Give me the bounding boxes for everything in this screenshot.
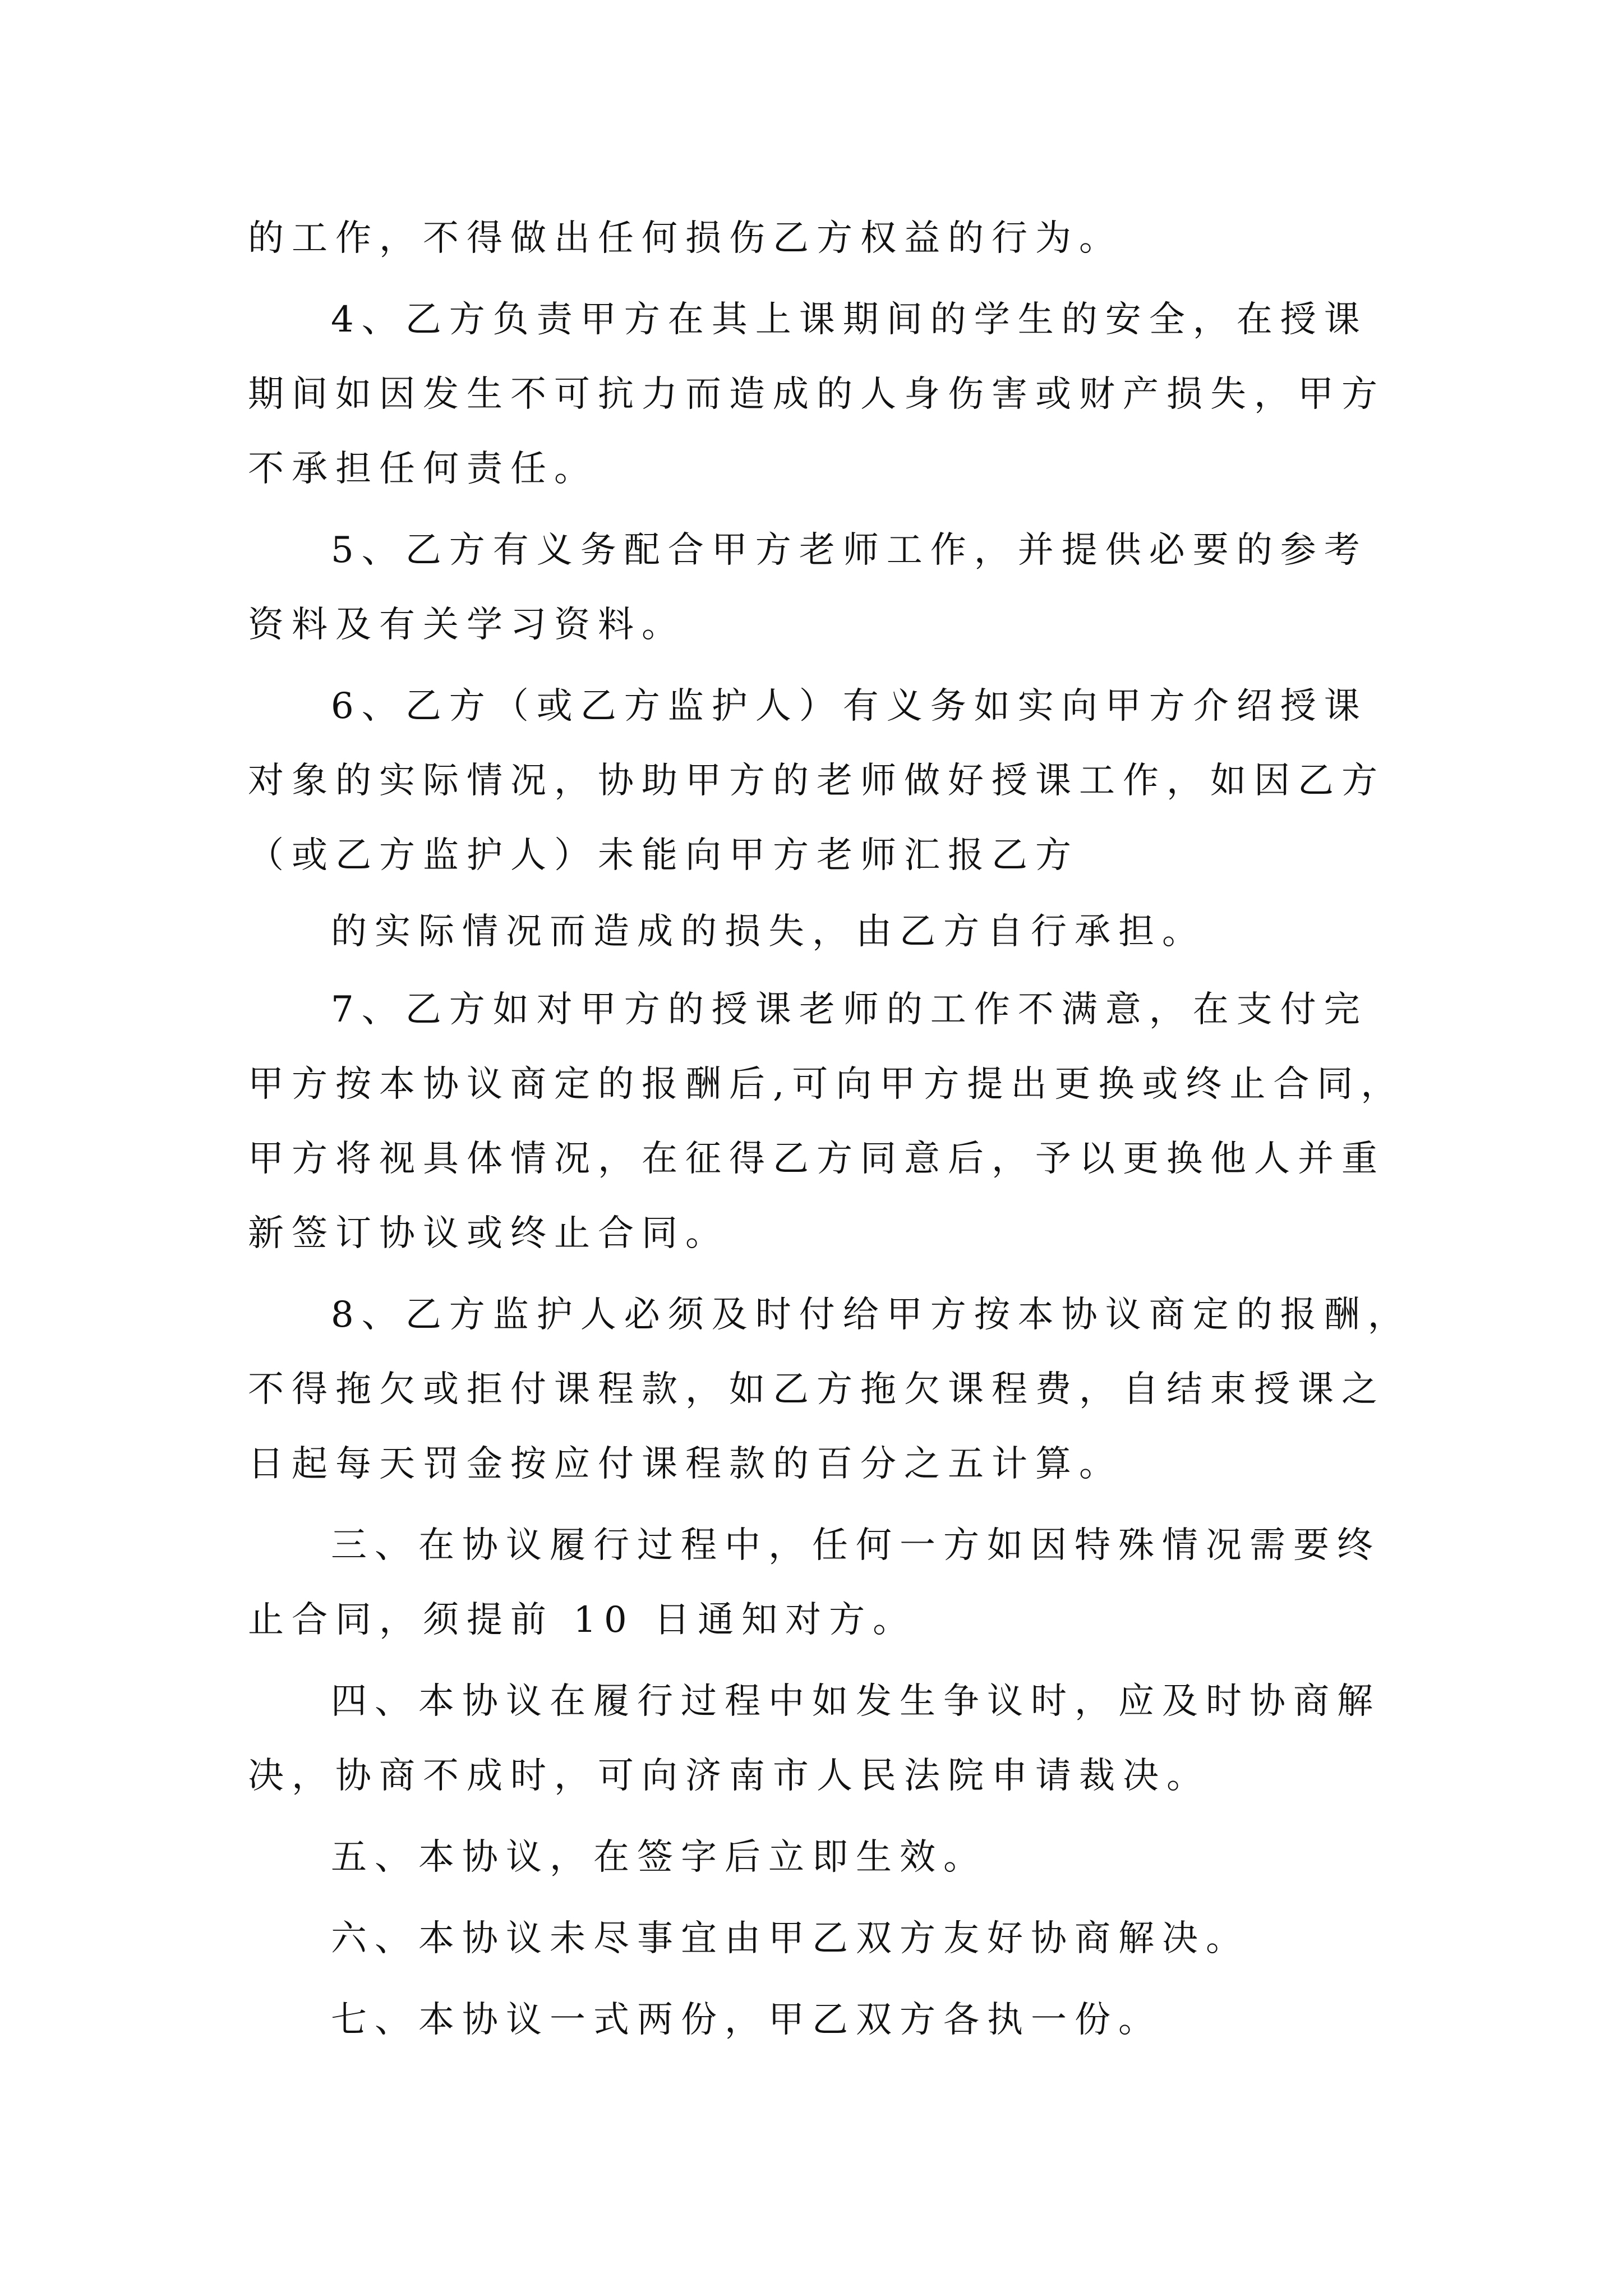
text-line: 期间如因发生不可抗力而造成的人身伤害或财产损失，甲方 — [248, 374, 1385, 415]
text-line: 甲方按本协议商定的报酬后,可向甲方提出更换或终止合同， — [248, 1064, 1405, 1105]
text-line: 不得拖欠或拒付课程款，如乙方拖欠课程费，自结束授课之 — [248, 1369, 1385, 1410]
text-line: 五、本协议，在签字后立即生效。 — [331, 1837, 987, 1878]
text-line: 4、乙方负责甲方在其上课期间的学生的安全，在授课 — [331, 299, 1368, 341]
text-line: （或乙方监护人）未能向甲方老师汇报乙方 — [248, 835, 1079, 876]
text-line: 四、本协议在履行过程中如发生争议时，应及时协商解 — [331, 1681, 1381, 1722]
text-line: 6、乙方（或乙方监护人）有义务如实向甲方介绍授课 — [331, 685, 1368, 727]
text-line: 8、乙方监护人必须及时付给甲方按本协议商定的报酬， — [331, 1294, 1412, 1336]
text-line: 不承担任何责任。 — [248, 448, 598, 490]
text-line: 决，协商不成时，可向济南市人民法院申请裁决。 — [248, 1755, 1210, 1797]
text-line: 资料及有关学习资料。 — [248, 604, 685, 646]
text-line: 的工作，不得做出任何损伤乙方权益的行为。 — [248, 218, 1123, 259]
text-line: 三、在协议履行过程中，任何一方如因特殊情况需要终 — [331, 1525, 1381, 1566]
text-line: 的实际情况而造成的损失，由乙方自行承担。 — [331, 911, 1206, 953]
text-line: 甲方将视具体情况，在征得乙方同意后，予以更换他人并重 — [248, 1138, 1385, 1180]
text-line: 7、乙方如对甲方的授课老师的工作不满意，在支付完 — [331, 989, 1368, 1030]
text-line: 六、本协议未尽事宜由甲乙双方友好协商解决。 — [331, 1918, 1249, 1959]
text-line: 对象的实际情况，协助甲方的老师做好授课工作，如因乙方 — [248, 760, 1385, 802]
text-line: 新签订协议或终止合同。 — [248, 1213, 729, 1254]
text-line: 七、本协议一式两份，甲乙双方各执一份。 — [331, 1999, 1162, 2041]
text-line: 止合同，须提前 10 日通知对方。 — [248, 1599, 917, 1641]
text-line: 日起每天罚金按应付课程款的百分之五计算。 — [248, 1443, 1123, 1485]
text-line: 5、乙方有义务配合甲方老师工作，并提供必要的参考 — [331, 530, 1368, 571]
